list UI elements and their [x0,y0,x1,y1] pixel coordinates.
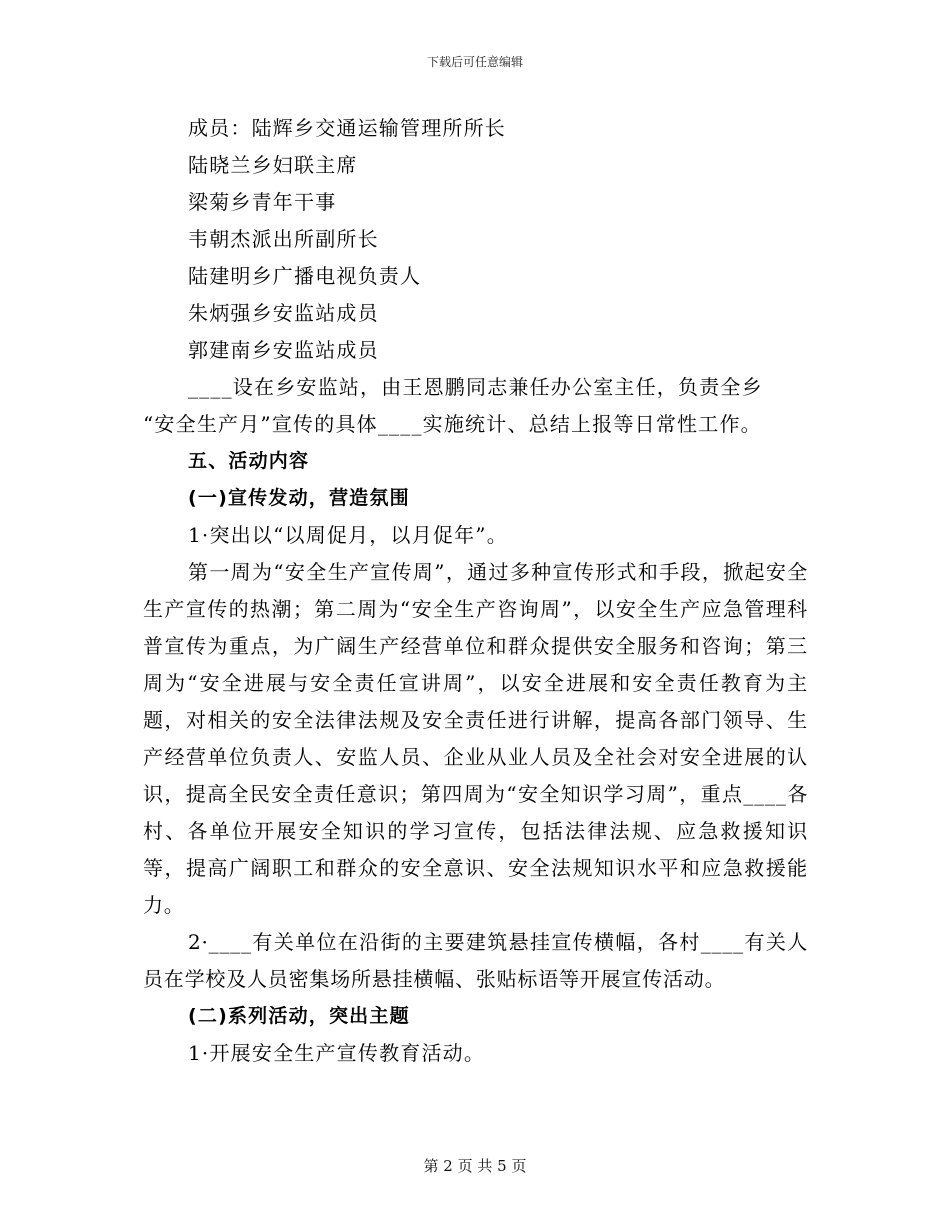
member-line-4: 韦朝杰派出所副所长 [188,227,379,251]
header-note: 下载后可任意编辑 [426,55,523,69]
office-line-2: “安全生产月”宣传的具体____实施统计、总结上报等日常性工作。 [143,412,762,436]
section-heading-activities: 五、活动内容 [188,450,310,472]
paragraph-banners: 2·____有关单位在沿街的主要建筑悬挂宣传横幅，各村____有关人员在学校及人员密集场所悬挂横幅、张贴标语等开展宣传活动。 [143,930,808,991]
member-line-1: 成员：陆辉乡交通运输管理所所长 [188,116,506,140]
member-line-5: 陆建明乡广播电视负责人 [188,264,422,288]
list-item-education: 1·开展安全生产宣传教育活动。 [188,1041,486,1065]
paragraph-weekly-plan: 第一周为“安全生产宣传周”，通过多种宣传形式和手段，掀起安全生产宣传的热潮；第二周为“安全生产咨询周”，以安全生产应急管理科普宣传为重点，为广阔生产经营单位和群众提供安全服务和咨询；第三周为“安全进展与安全责任宣讲周”，以安全进展和安全责任教育为主题，对相关的安全法律法规及安全责任进行讲解，提高各部门领导、生产经营单位负责人、安监人员、企业从业人员及全社会对安全进展的认识，提高全民安全责任意识；第四周为“安全知识学习周”，重点____各村、各单位开展安全知识的学习宣传，包括法律法规、应急救援知识等，提高广阔职工和群众的安全意识、安全法规知识水平和应急救援能力。 [143,560,808,917]
subsection-heading-publicity: (一)宣传发动，营造氛围 [188,487,410,509]
member-line-6: 朱炳强乡安监站成员 [188,301,379,325]
member-line-7: 郭建南乡安监站成员 [188,338,379,362]
office-line-1: ____设在乡安监站，由王恩鹏同志兼任办公室主任，负责全乡 [188,375,763,399]
member-line-2: 陆晓兰乡妇联主席 [188,153,358,177]
subsection-heading-activities-series: (二)系列活动，突出主题 [188,1005,410,1027]
document-body [143,110,808,1072]
list-item-weekly-theme: 1·突出以“以周促月，以月促年”。 [188,523,508,547]
member-line-3: 梁菊乡青年干事 [188,190,337,214]
page-number: 第 2 页 共 5 页 [423,1157,527,1175]
